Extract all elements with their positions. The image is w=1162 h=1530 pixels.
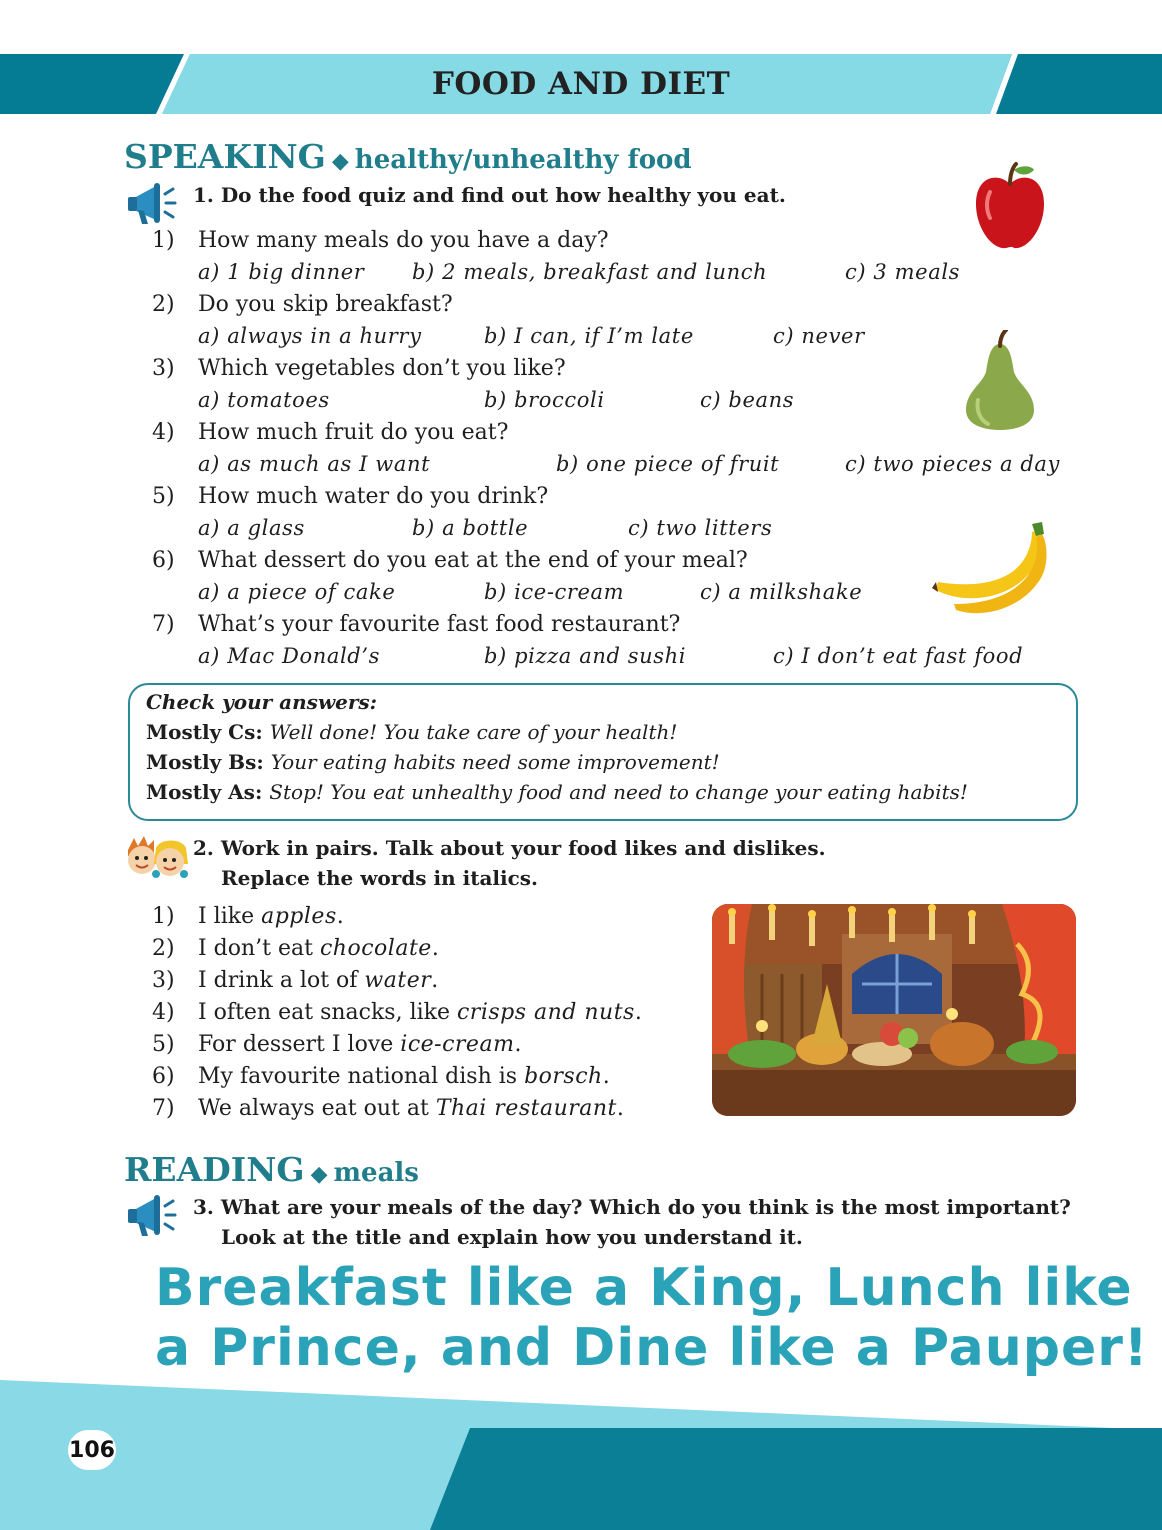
check-label: Mostly As [146,780,255,804]
task-2-line-1: 2. Work in pairs. Talk about your food likes and dislikes. [193,836,826,860]
option-b: b) one piece of fruit [556,452,780,476]
apple-icon [970,160,1050,252]
option-c: c) never [773,324,865,348]
megaphone-icon [126,1192,178,1242]
question-text: How much fruit do you eat? [198,420,509,445]
question-text: What dessert do you eat at the end of your meal? [198,548,748,573]
question-text: What’s your favourite fast food restaurant? [198,612,681,637]
question-number: 1) [152,228,175,253]
sentence: We always eat out at Thai restaurant. [198,1096,624,1121]
speaking-heading [124,137,692,176]
sentence: For dessert I love ice-cream. [198,1032,522,1057]
question-text: How much water do you drink? [198,484,549,509]
title-banner [0,54,1162,114]
reading-heading [124,1150,419,1189]
question-text: Which vegetables don’t you like? [198,356,566,381]
task-3 [193,1192,1071,1252]
speaking-label: SPEAKING [124,137,326,176]
reading-label: READING [124,1150,305,1189]
option-a: a) 1 big dinner [198,260,365,284]
diamond-icon: ◆ [331,148,349,174]
sentence-number: 6) [152,1064,175,1089]
option-b: b) I can, if I’m late [484,324,694,348]
option-c: c) 3 meals [845,260,961,284]
reading-topic: meals [333,1158,419,1188]
check-title-text: Check your answers: [146,690,378,714]
option-c: c) beans [700,388,795,412]
pear-icon [960,330,1040,432]
sentence: I drink a lot of water. [198,968,439,993]
check-text: Well done! You take care of your health! [269,720,678,744]
option-c: c) two litters [628,516,773,540]
question-text: Do you skip breakfast? [198,292,453,317]
sentence: I don’t eat chocolate. [198,936,439,961]
option-a: a) a glass [198,516,305,540]
option-a: a) a piece of cake [198,580,396,604]
check-title [146,690,377,714]
slogan-line-1: Breakfast like a King, Lunch like [155,1258,1133,1318]
slogan-line-2: a Prince, and Dine like a Pauper! [155,1318,1149,1378]
check-line: Mostly Cs: Well done! You take care of your health! [146,720,678,744]
task-3-line-1: 3. What are your meals of the day? Which do you think is the most important? [193,1195,1071,1219]
task-2-line-2: Replace the words in italics. [221,866,539,890]
page-number: 106 [68,1430,116,1470]
question-number: 6) [152,548,175,573]
question-number: 4) [152,420,175,445]
option-a: a) Mac Donald’s [198,644,380,668]
option-b: b) 2 meals, breakfast and lunch [412,260,768,284]
sentence-number: 3) [152,968,175,993]
option-b: b) ice-cream [484,580,625,604]
page-title: FOOD AND DIET [431,66,731,102]
option-b: b) broccoli [484,388,605,412]
megaphone-icon [126,180,178,230]
speaking-topic: healthy/unhealthy food [354,145,692,175]
check-label: Mostly Cs [146,720,256,744]
kids-icon [124,834,190,884]
question-number: 2) [152,292,175,317]
task-1: 1. Do the food quiz and find out how healthy you eat. [193,183,786,207]
sentence-number: 7) [152,1096,175,1121]
sentence-number: 2) [152,936,175,961]
sentence: I often eat snacks, like crisps and nuts. [198,1000,642,1025]
option-c: c) I don’t eat fast food [773,644,1024,668]
diamond-icon: ◆ [310,1161,328,1187]
sentence: My favourite national dish is borsch. [198,1064,610,1089]
question-number: 7) [152,612,175,637]
option-b: b) a bottle [412,516,529,540]
check-line: Mostly Bs: Your eating habits need some improvement! [146,750,720,774]
sentence-number: 4) [152,1000,175,1025]
sentence-number: 1) [152,904,175,929]
option-a: a) as much as I want [198,452,431,476]
banana-icon [932,520,1050,622]
sentence-number: 5) [152,1032,175,1057]
footer-decoration [0,1380,1162,1530]
option-c: c) a milkshake [700,580,863,604]
check-text: Your eating habits need some improvement! [270,750,720,774]
option-b: b) pizza and sushi [484,644,687,668]
option-a: a) tomatoes [198,388,330,412]
task-2 [193,833,826,893]
feast-illustration [712,904,1076,1116]
check-label: Mostly Bs [146,750,257,774]
question-text: How many meals do you have a day? [198,228,609,253]
question-number: 3) [152,356,175,381]
check-text: Stop! You eat unhealthy food and need to change your eating habits! [269,780,968,804]
option-c: c) two pieces a day [845,452,1061,476]
check-line: Mostly As: Stop! You eat unhealthy food and need to change your eating habits! [146,780,968,804]
task-3-line-2: Look at the title and explain how you understand it. [221,1225,803,1249]
question-number: 5) [152,484,175,509]
option-a: a) always in a hurry [198,324,422,348]
sentence: I like apples. [198,904,344,929]
